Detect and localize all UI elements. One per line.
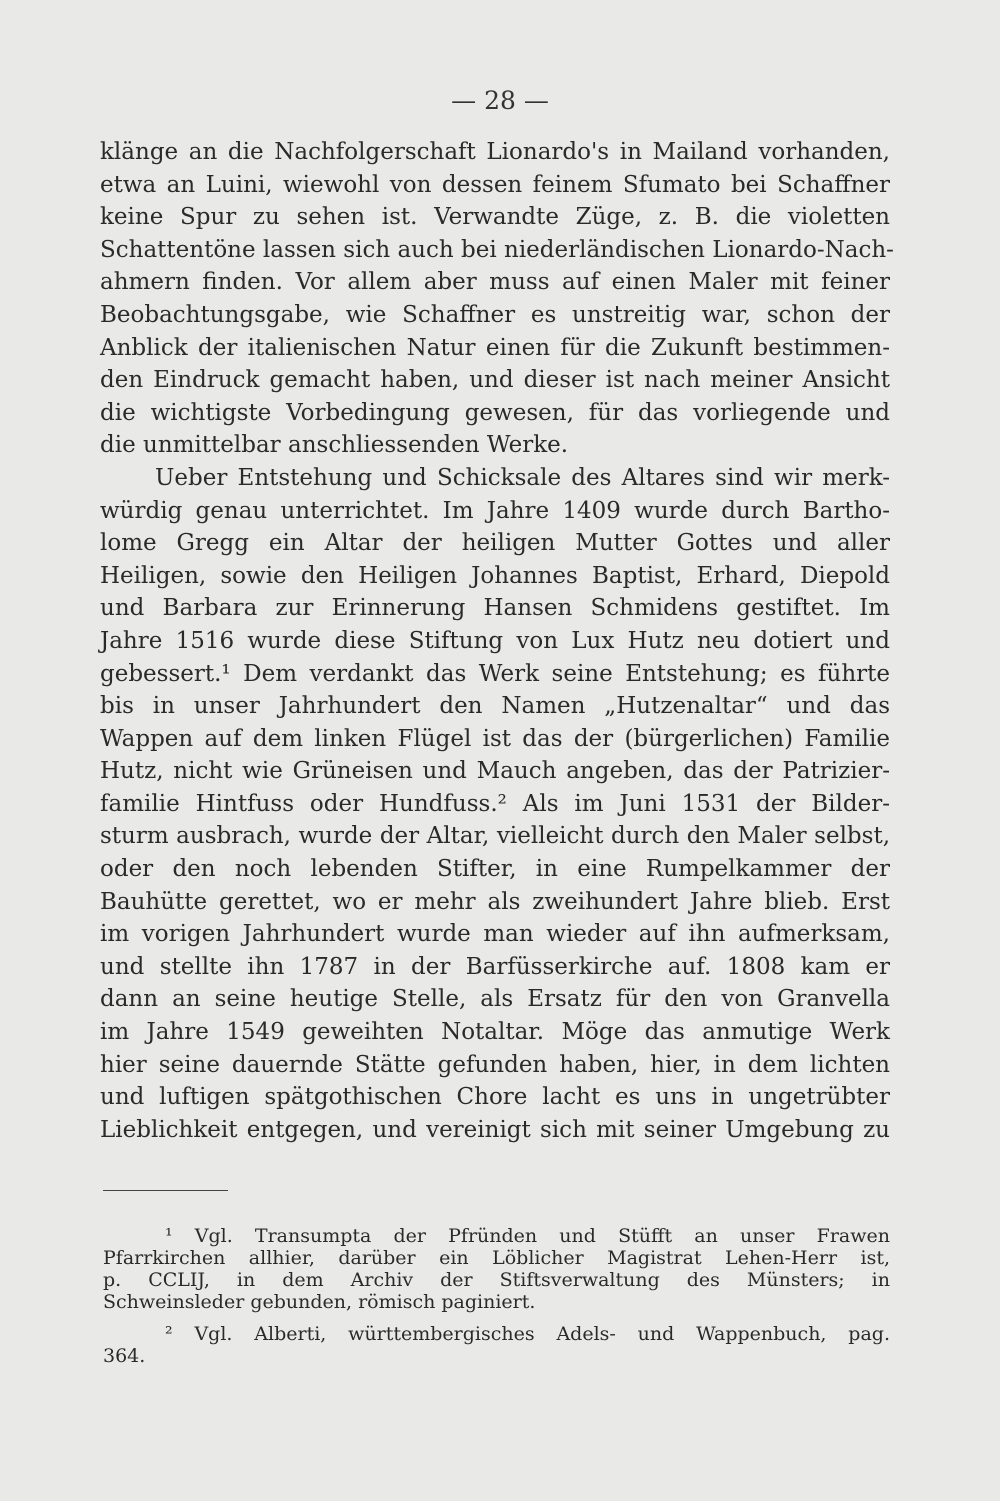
text-line: ahmern finden. Vor allem aber muss auf einen Maler mit feiner [100,269,890,296]
footnotes [103,1225,890,1367]
footnote-line: p. CCLIJ, in dem Archiv der Stiftsverwaltung des Münsters; in [103,1269,890,1291]
text-line: Ueber Entstehung und Schicksale des Altares sind wir merk- [155,464,890,491]
text-line: den Eindruck gemacht haben, und dieser ist nach meiner Ansicht [100,367,890,394]
page-number: — 28 — [451,86,549,115]
body-text [100,136,894,1146]
text-line: hier seine dauernde Stätte gefunden haben, hier, in dem lichten [100,1051,890,1078]
text-line: Lieblichkeit entgegen, und vereinigt sich mit seiner Umgebung zu [100,1116,890,1143]
text-line: Hutz, nicht wie Grüneisen und Mauch angeben, das der Patrizier- [100,758,890,785]
footnote-line: ¹ Vgl. Transumpta der Pfründen und Stüfft an unser Frawen [165,1225,890,1247]
text-line: im Jahre 1549 geweihten Notaltar. Möge das anmutige Werk [100,1019,890,1046]
text-line: sturm ausbrach, wurde der Altar, vielleicht durch den Maler selbst, [100,823,890,850]
footnote-line: Schweinsleder gebunden, römisch paginiert. [103,1291,536,1313]
text-line: klänge an die Nachfolgerschaft Lionardo's in Mailand vorhanden, [100,139,890,165]
text-line: gebessert.¹ Dem verdankt das Werk seine Entstehung; es führte [100,660,890,687]
text-line: würdig genau unterrichtet. Im Jahre 1409 wurde durch Bartho- [100,497,890,524]
text-line: und Barbara zur Erinnerung Hansen Schmidens gestiftet. Im [100,595,890,622]
text-line: und luftigen spätgothischen Chore lacht es uns in ungetrübter [100,1084,890,1111]
text-line: oder den noch lebenden Stifter, in eine Rumpelkammer der [100,856,890,883]
text-line: und stellte ihn 1787 in der Barfüsserkirche auf. 1808 kam er [100,953,890,980]
text-line: dann an seine heutige Stelle, als Ersatz für den von Granvella [100,986,890,1013]
text-line: die unmittelbar anschliessenden Werke. [100,432,569,459]
text-line: Heiligen, sowie den Heiligen Johannes Baptist, Erhard, Diepold [100,562,890,589]
text-line: Wappen auf dem linken Flügel ist das der (bürgerlichen) Familie [100,725,890,752]
text-line: Anblick der italienischen Natur einen für die Zukunft bestimmen- [100,334,890,361]
text-line: die wichtigste Vorbedingung gewesen, für das vorliegende und [100,399,890,426]
text-line: Schattentöne lassen sich auch bei niederländischen Lionardo-Nach- [100,236,894,263]
footnote-line: 364. [103,1345,146,1367]
text-line: lome Gregg ein Altar der heiligen Mutter Gottes und aller [100,530,890,557]
text-line: etwa an Luini, wiewohl von dessen feinem Sfumato bei Schaffner [100,171,890,198]
footnote-line: ² Vgl. Alberti, württembergisches Adels- und Wappenbuch, pag. [165,1323,890,1345]
footnote-line: Pfarrkirchen allhier, darüber ein Löblicher Magistrat Lehen-Herr ist, [103,1247,890,1269]
text-line: bis in unser Jahrhundert den Namen „Hutzenaltar“ und das [100,693,890,720]
text-line: Beobachtungsgabe, wie Schaffner es unstreitig war, schon der [100,301,890,328]
text-line: im vorigen Jahrhundert wurde man wieder auf ihn aufmerksam, [100,921,890,948]
text-line: familie Hintfuss oder Hundfuss.² Als im Juni 1531 der Bilder- [100,790,890,817]
text-line: keine Spur zu sehen ist. Verwandte Züge, z. B. die violetten [100,204,890,231]
footnote-divider [103,1190,228,1191]
text-line: Jahre 1516 wurde diese Stiftung von Lux Hutz neu dotiert und [100,627,890,654]
text-line: Bauhütte gerettet, wo er mehr als zweihundert Jahre blieb. Erst [100,888,890,915]
